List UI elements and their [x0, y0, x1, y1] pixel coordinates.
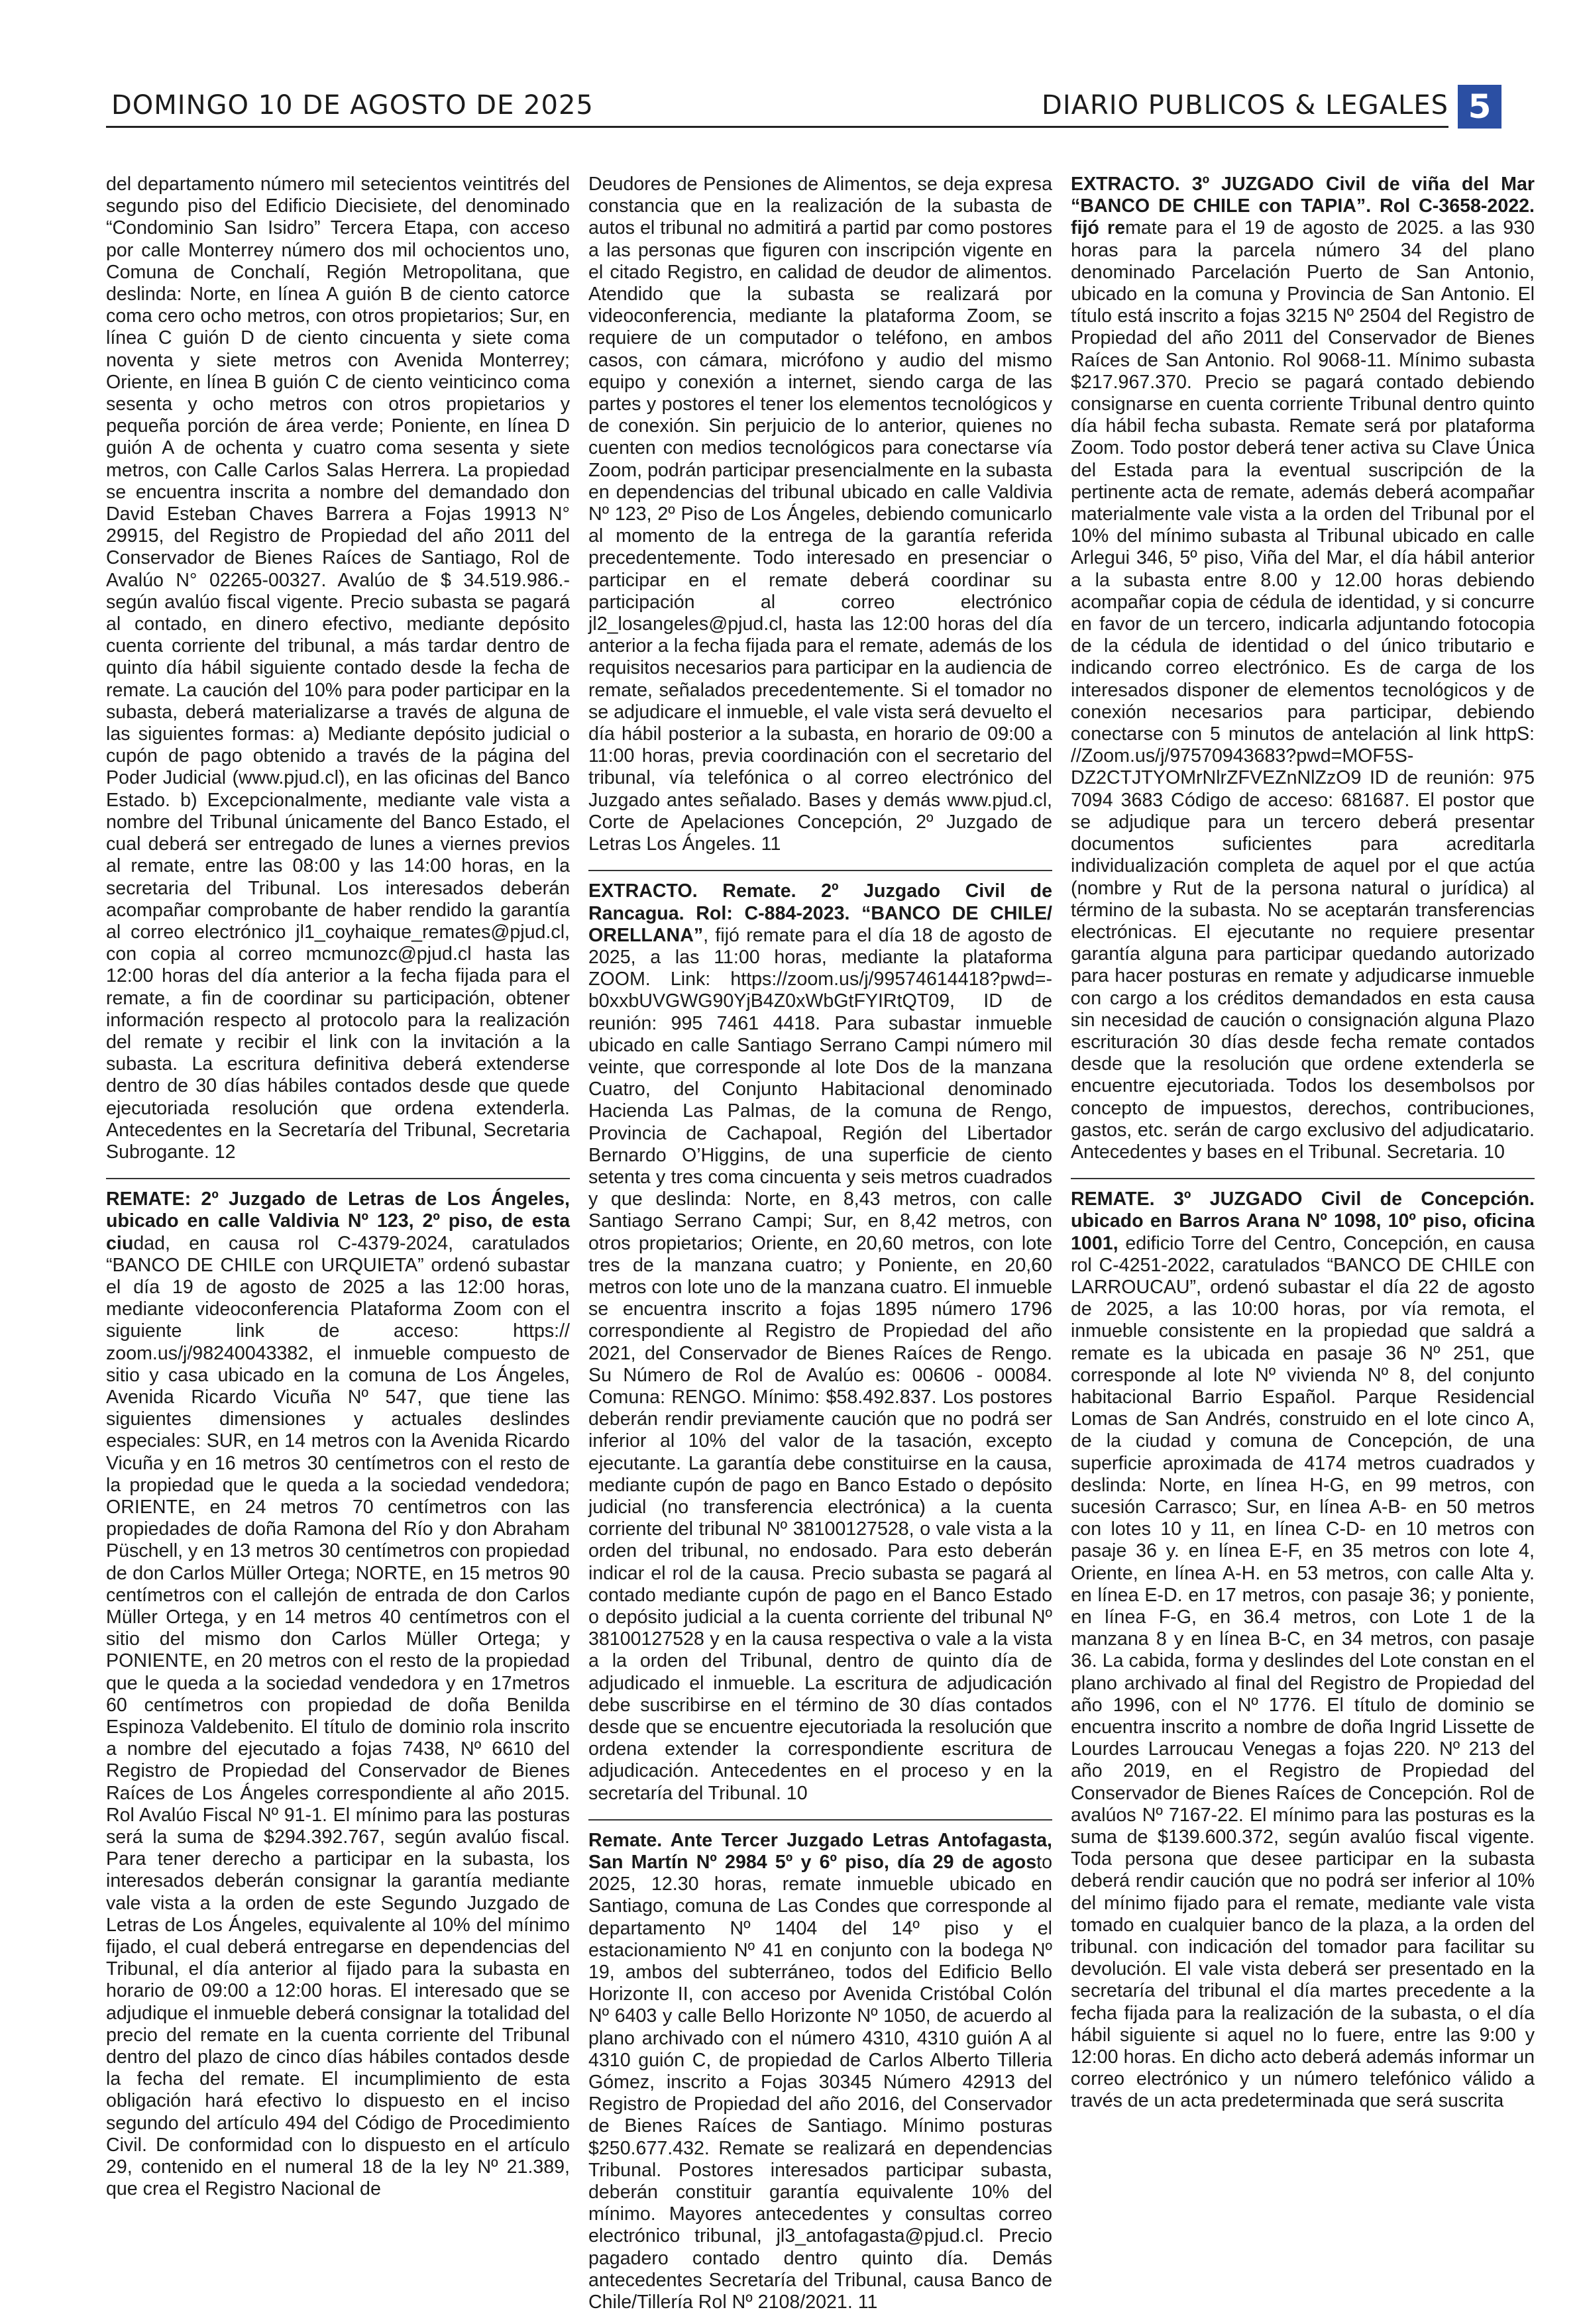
column-3	[1071, 174, 1535, 2294]
notice-separator	[588, 1819, 1052, 1821]
notice-separator	[1071, 1178, 1535, 1179]
notice-extracto-rancagua	[588, 880, 1052, 1805]
notice-heading: Remate. Ante Tercer Juzgado Letras Antofagasta, San Martín Nº 2984 5º y 6º piso, día 29 de agos	[588, 1829, 1052, 1874]
notice-body: , fijó remate para el día 18 de agosto de 2025, a las 11:00 horas, mediante la plataforma ZOOM. Link: https://zoom.us/j/99574614418?pwd=-b0xxbUVGWG90YjB4Z0xWbGtFYIRtQT09, ID de reunión: 995 7461 4418. Para subastar inmueble ubicado en calle Santiago Serrano Campi número mil veinte, que corresponde al lote Dos de la manzana Cuatro, del Conjunto Habitacional denominado Hacienda Las Palmas, de la comuna de Rengo, Provincia de Cachapoal, Región del Libertador Bernardo O’Higgins, de una superficie de ciento setenta y tres coma cincuenta y seis metros cuadrados y que deslinda: Norte, en 8,43 metros, con calle Santiago Serrano Campi; Sur, en 8,42 metros, con otros propietarios; Oriente, en 20,60 metros, con lote tres de la manzana cuatro; y Poniente, en 20,60 metros con lote uno de la manzana cuatro. El inmueble se encuentra inscrito a fojas 1895 número 1796 correspondiente al Registro de Propiedad del año 2021, del Conservador de Bienes Raíces de Rengo. Su Número de Rol de Avalúo es: 00606 - 00084. Comuna: RENGO. Mínimo: $58.492.837. Los postores deberán rendir previamente caución que no podrá ser inferior al 10% del valor de la tasación, excepto ejecutante. La garantía debe constituirse en la causa, mediante cupón de pago en Banco Estado o depósito judicial (no transferencia electrónica) a la cuenta corriente del tribunal Nº 38100127528, o vale vista a la orden del tribunal, no endosado. Para esto deberán indicar el rol de la causa. Precio subasta se pagará al contado mediante cupón de pago en el Banco Estado o depósito judicial a la cuenta corriente del tribunal Nº 38100127528 y en la causa respectiva o vale a la vista a la orden del Tribunal, dentro de quinto día de adjudicado el inmueble. La escritura de adjudicación debe suscribirse en el término de 30 días contados desde que se encuentre ejecutoriada la resolución que ordena extender la correspondiente escritura de adjudicación. Antecedentes en el proceso y en la secretaría del Tribunal. 10	[588, 924, 1052, 1804]
notice-body: Deudores de Pensiones de Alimentos, se deja expresa constancia que en la realización de la subasta de autos el tribunal no admitirá a partid par como postores a las personas que figuren con inscripción vigente en el citado Registro, en calidad de deudor de alimentos. Atendido que la subasta se realizará por videoconferencia, mediante la plataforma Zoom, se requiere de un computador o teléfono, en ambos casos, con cámara, micrófono y audio del mismo equipo y conexión a internet, siendo carga de las partes y postores el tener los elementos tecnológicos y de conexión. Sin perjuicio de lo anterior, quienes no cuenten con medios tecnológicos para conectarse vía Zoom, podrán participar presencialmente en la subasta en dependencias del tribunal ubicado en calle Valdivia Nº 123, 2º Piso de Los Ángeles, debiendo comunicarlo al momento de la entrega de la garantía referida precedentemente. Todo interesado en presenciar o participar en el remate deberá coordinar su participación al correo electrónico jl2_losangeles@pjud.cl, hasta las 12:00 horas del día anterior a la fecha fijada para el remate, además de los requisitos necesarios para participar en la audiencia de remate, señalados precedentemente. Si el tomador no se adjudicare el inmueble, el vale vista será devuelto el día hábil posterior a la subasta, en horario de 09:00 a 11:00 horas, previa coordinación con el secretario del tribunal, vía telefónica o al correo electrónico del Juzgado antes señalado. Bases y demás www.pjud.cl, Corte de Apelaciones Concepción, 2º Juzgado de Letras Los Ángeles. 11	[588, 174, 1052, 855]
issue-date: DOMINGO 10 DE AGOSTO DE 2025	[111, 90, 594, 121]
notice-heading: EXTRACTO. Remate. 2º Juzgado Civil de Rancagua. Rol: C-884-2023. “BANCO DE CHILE/ ORELLANA”	[588, 880, 1052, 946]
header-rule	[106, 126, 1448, 128]
page-number: 5	[1458, 85, 1501, 129]
section-title: DIARIO PUBLICOS & LEGALES	[1042, 90, 1448, 121]
notice-continuation	[106, 174, 570, 1163]
notice-heading: REMATE. 3º JUZGADO Civil de Concepción. ubicado en Barros Arana Nº 1098, 10º piso, oficina 1001,	[1071, 1188, 1535, 1254]
page-header	[106, 85, 1501, 129]
notices-columns	[106, 174, 1535, 2313]
notice-remate-concepcion	[1071, 1188, 1535, 2113]
notice-body: to 2025, 12.30 horas, remate inmueble ubicado en Santiago, comuna de Las Condes que corresponde al departamento Nº 1404 del 14º piso y el estacionamiento Nº 41 en conjunto con la bodega Nº 19, ambos del subterráneo, todos del Edificio Bello Horizonte II, con acceso por Avenida Cristóbal Colón Nº 6403 y calle Bello Horizonte Nº 1050, de acuerdo al plano archivado con el número 4310, 4310 guión A al 4310 guión C, de propiedad de Carlos Alberto Tilleria Gómez, inscrito a Fojas 30345 Número 42913 del Registro de Propiedad del año 2016, del Conservador de Bienes Raíces de Santiago. Mínimo posturas $250.677.432. Remate se realizará en dependencias Tribunal. Postores interesados participar subasta, deberán constituir garantía equivalente 10% del mínimo. Mayores antecedentes y consultas correo electrónico tribunal, jl3_antofagasta@pjud.cl. Precio pagadero contado dentro quinto día. Demás antecedentes Secretaría del Tribunal, causa Banco de Chile/Tillería Rol Nº 2108/2021. 11	[588, 1852, 1052, 2313]
notice-body: edificio Torre del Centro, Concepción, en causa rol C-4251-2022, caratulados “BANCO DE CHILE con LARROUCAU”, ordenó subastar el día 22 de agosto de 2025, a las 10:00 horas, por vía remota, el inmueble consistente en la propiedad que saldrá a remate es la ubicada en pasaje 36 Nº 251, que corresponde al lote Nº vivienda Nº 8, del conjunto habitacional Barrio Español. Parque Residencial Lomas de San Andrés, construido en el lote cinco A, de la ciudad y comuna de Concepción, de una superficie aproximada de 4174 metros cuadrados y deslinda: Norte, en línea H-G, en 99 metros, con sucesión Carrasco; Sur, en línea A-B- en 50 metros con lotes 10 y 11, en línea C-D- en 10 metros con pasaje 36 y. en línea E-F, en 35 metros con lote 4, Oriente, en línea A-H. en 53 metros, con calle Alta y. en línea E-D. en 17 metros, con pasaje 36; y poniente, en línea F-G, en 36.4 metros, con Lote 1 de la manzana 8 y en línea B-C, en 34 metros, con pasaje 36. La cabida, forma y deslindes del Lote constan en el plano archivado al final del Registro de Propiedad del año 1996, con el Nº 1776. El título de dominio se encuentra inscrito a nombre de doña Ingrid Lissette de Lourdes Larroucau Venegas a fojas 220. Nº 213 del año 2019, en el Registro de Propiedad del Conservador de Bienes Raíces de Concepción. Rol de avalúos Nº 7167-22. El mínimo para las posturas es la suma de $139.600.372, según avalúo fiscal vigente. Toda persona que desee participar en la subasta deberá rendir caución que no podrá ser inferior al 10% del mínimo fijado para el remate, mediante vale vista tomado en cualquier banco de la plaza, a la orden del tribunal. con indicación del tomador para facilitar su devolución. El vale vista deberá ser presentado en la secretaría del tribunal el día martes precedente a la fecha fijada para la realización de la subasta, o el día hábil siguiente si aquel no lo fuere, entre las 9:00 y 12:00 horas. En dicho acto deberá además informar un correo electrónico y un número telefónico válido a través de un acta predeterminada que será suscrita	[1071, 1232, 1535, 2112]
notice-body: mate para el 19 de agosto de 2025. a las 930 horas para la parcela número 34 del plano denominado Parcelación Puerto de San Antonio, ubicado en la comuna y Provincia de San Antonio. El título está inscrito a fojas 3215 Nº 2504 del Registro de Propiedad del año 2011 del Conservador de Bienes Raíces de San Antonio. Rol 9068-11. Mínimo subasta $217.967.370. Precio se pagará contado debiendo consignarse en cuenta corriente Tribunal dentro quinto día hábil fecha subasta. Remate será por plataforma Zoom. Todo postor deberá tener activa su Clave Única del Estada para la eventual suscripción de la pertinente acta de remate, además deberá acompañar materialmente vale vista a la orden del Tribunal por el 10% del mínimo subasta al Tribunal ubicado en calle Arlegui 346, 5º piso, Viña del Mar, el día hábil anterior a la subasta entre 8.00 y 12.00 horas debiendo acompañar copia de cédula de identidad, y si concurre en favor de un tercero, indicarla adjuntando fotocopia de la cédula de identidad o del único tributario e indicando correo electrónico. Es de carga de los interesados disponer de elementos tecnológicos y de conexión necesarios para participar, debiendo conectarse con 5 minutos de antelación al link httpS: //Zoom.us/j/97570943683?pwd=MOF5S-DZ2CTJTYOMrNlrZFVEZnNlZzO9 ID de reunión: 975 7094 3683 Código de acceso: 681687. El postor que se adjudique para un tercero deberá presentar documentos suficientes para acreditarla individualización completa de aquel por el que actúa (nombre y Rut de la persona natural o jurídica) al término de la subasta. No se aceptarán transferencias electrónicas. El ejecutante no requiere presentar garantía alguna para participar quedando autorizado para hacer posturas en remate y adjudicarse inmueble con cargo a los créditos demandados en esta causa sin necesidad de caución o consignación alguna Plazo escrituración 30 días desde fecha remate contados desde que la resolución que ordene extenderla se encuentre ejecutoriada. Todos los desembolsos por concepto de impuestos, derechos, contribuciones, gastos, etc. serán de cargo exclusivo del adjudicatario. Antecedentes y bases en el Tribunal. Secretaria. 10	[1071, 217, 1535, 1163]
column-1	[106, 174, 570, 2294]
notice-extracto-vina-del-mar	[1071, 174, 1535, 1163]
notice-body: del departamento número mil setecientos veintitrés del segundo piso del Edificio Diecisiete, del denominado “Condominio San Isidro” Tercera Etapa, con acceso por calle Monterrey número dos mil ochocientos uno, Comuna de Conchalí, Región Metropolitana, que deslinda: Norte, en línea A guión B de ciento catorce coma cero ocho metros, con otros propietarios; Sur, en línea C guión D de ciento cincuenta y siete coma noventa y siete metros con Avenida Monterrey; Oriente, en línea B guión C de ciento veinticinco coma sesenta y ocho metros con otros propietarios y pequeña porción de área verde; Poniente, en línea D guión A de ochenta y cuatro coma sesenta y siete metros, con Calle Carlos Salas Herrera. La propiedad se encuentra inscrita a nombre del demandado don David Esteban Chaves Barrera a Fojas 19913 N° 29915, del Registro de Propiedad del año 2011 del Conservador de Bienes Raíces de Santiago, Rol de Avalúo N° 02265-00327. Avalúo de $ 34.519.986.- según avalúo fiscal vigente. Precio subasta se pagará al contado, en dinero efectivo, mediante depósito cuenta corriente del tribunal, a más tardar dentro de quinto día hábil siguiente contado desde la fecha de remate. La caución del 10% para poder participar en la subasta, deberá materializarse a través de alguna de las siguientes formas: a) Mediante depósito judicial o cupón de pago obtenido a través de la página del Poder Judicial (www.pjud.cl), en las oficinas del Banco Estado. b) Excepcionalmente, mediante vale vista a nombre del Tribunal únicamente del Banco Estado, el cual deberá ser entregado de lunes a viernes previos al remate, entre las 08:00 y las 14:00 horas, en la secretaria del Tribunal. Los interesados deberán acompañar comprobante de haber rendido la garantía al correo electrónico jl1_coyhaique_remates@pjud.cl, con copia al correo mcmunozc@pjud.cl hasta las 12:00 horas del día anterior a la fecha fijada para el remate, a fin de coordinar su participación, obtener información respecto al protocolo para la realización del remate y recibir el link con la invitación a la subasta. La escritura definitiva deberá extenderse dentro de 30 días hábiles contados desde que quede ejecutoriada resolución que ordena extenderla. Antecedentes en la Secretaría del Tribunal, Secretaria Subrogante. 12	[106, 174, 570, 1163]
notice-remate-antofagasta	[588, 1830, 1052, 2313]
notice-heading: REMATE: 2º Juzgado de Letras de Los Ángeles, ubicado en calle Valdivia Nº 123, 2º piso, de esta ciu	[106, 1188, 570, 1254]
notice-remate-los-angeles	[106, 1188, 570, 2200]
notice-heading: EXTRACTO. 3º JUZGADO Civil de viña del Mar “BANCO DE CHILE con TAPIA”. Rol C-3658-2022. fijó re	[1071, 174, 1535, 239]
notice-body: dad, en causa rol C-4379-2024, caratulados “BANCO DE CHILE con URQUIETA” ordenó subastar el día 19 de agosto de 2025 a las 12:00 horas, mediante videoconferencia Plataforma Zoom con el siguiente link de acceso: https:// zoom.us/j/98240043382, el inmueble compuesto de sitio y casa ubicado en la comuna de Los Ángeles, Avenida Ricardo Vicuña Nº 547, que tiene las siguientes dimensiones y actuales deslindes especiales: SUR, en 14 metros con la Avenida Ricardo Vicuña y en 16 metros 30 centímetros con el resto de la propiedad que le queda a la sociedad vendedora; ORIENTE, en 24 metros 70 centímetros con las propiedades de doña Ramona del Río y don Abraham Püschell, y en 13 metros 30 centímetros con propiedad de don Carlos Müller Ortega; NORTE, en 15 metros 90 centímetros con el callejón de entrada de don Carlos Müller Ortega, y en 14 metros 40 centímetros con el sitio del mismo don Carlos Müller Ortega; y PONIENTE, en 20 metros con el resto de la propiedad que le queda a la sociedad vendedora y en 17metros 60 centímetros con propiedad de doña Benilda Espinoza Valdebenito. El título de dominio rola inscrito a nombre del ejecutado a fojas 7438, Nº 6610 del Registro de Propiedad del Conservador de Bienes Raíces de Los Ángeles correspondiente al año 2015. Rol Avalúo Fiscal Nº 91-1. El mínimo para las posturas será la suma de $294.392.767, según avalúo fiscal. Para tener derecho a participar en la subasta, los interesados deberán consignar la garantía mediante vale vista a la orden de este Segundo Juzgado de Letras de Los Ángeles, equivalente al 10% del mínimo fijado, el cual deberá entregarse en dependencias del Tribunal, el día anterior al fijado para la subasta en horario de 09:00 a 12:00 horas. El interesado que se adjudique el inmueble deberá consignar la totalidad del precio del remate en la cuenta corriente del Tribunal dentro del plazo de cinco días hábiles contados desde la fecha del remate. El incumplimiento de esta obligación hará efectivo lo dispuesto en el inciso segundo del artículo 494 del Código de Procedimiento Civil. De conformidad con lo dispuesto en el artículo 29, contenido en el numeral 18 de la ley Nº 21.389, que crea el Registro Nacional de	[106, 1232, 570, 2200]
notice-separator	[588, 870, 1052, 871]
notice-continuation	[588, 174, 1052, 855]
notice-separator	[106, 1178, 570, 1179]
column-2	[588, 174, 1052, 2313]
